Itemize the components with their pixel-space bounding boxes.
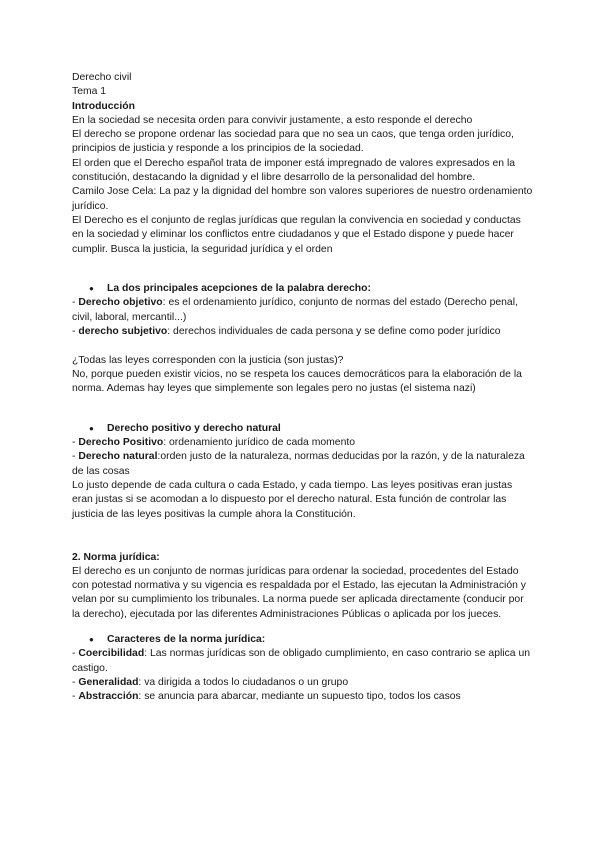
item-text: : derechos individuales de cada persona y se define como poder jurídico: [167, 326, 501, 338]
intro-paragraph-2: El derecho se propone ordenar las sociedad para que no sea un caos, que tenga orden jurídico, principios de justicia y responde a los principios de la sociedad.: [72, 129, 514, 155]
item-term: Coercibilidad: [78, 648, 145, 660]
section3-item-2: [72, 676, 534, 690]
item-term: Abstracción: [78, 691, 139, 703]
section3-item-1: [72, 647, 534, 676]
bullet-dot-icon: ●: [89, 423, 94, 433]
item-term: Derecho natural: [78, 451, 158, 463]
dash: -: [72, 297, 79, 309]
section3-paragraph: El derecho es un conjunto de normas jurídicas para ordenar la sociedad, procedentes del Estado con potestad normativa y su vigencia es respaldada por el Estado, las ejecutan la Administración y velan por su cumplimiento los tribunales. La norma puede ser aplicada directamente (conducir por la derecho), ejecutada por las diferentes Administraciones Públicas o aplicada por los jueces.: [72, 565, 526, 620]
document-page: [72, 71, 534, 704]
item-text: : ordenamiento jurídico de cada momento: [163, 437, 356, 449]
section1-bullet: [72, 282, 534, 296]
item-text: : va dirigida a todos lo ciudadanos o un grupo: [138, 676, 349, 688]
section2-item-2: [72, 450, 534, 479]
subject-line: Derecho civil: [72, 72, 132, 83]
section3-bullet: [72, 633, 534, 647]
bullet-dot-icon: ●: [89, 284, 94, 294]
dash: -: [72, 326, 79, 338]
dash: -: [72, 437, 79, 449]
topic-line: Tema 1: [72, 86, 107, 98]
section2-paragraph: Lo justo depende de cada cultura o cada Estado, y cada tiempo. Las leyes positivas eran justas eran justas si se acomodan a lo dispuesto por el derecho natural. Esta función de controlar las justicia de las leyes positivas la cumple ahora la Constitución.: [72, 480, 513, 520]
dash: -: [72, 648, 79, 660]
section1-bullet-label: La dos principales acepciones de la palabra derecho:: [107, 283, 371, 295]
item-term: derecho subjetivo: [78, 326, 168, 338]
item-term: Derecho Positivo: [78, 437, 164, 449]
item-term: Generalidad: [78, 676, 139, 688]
section1-answer: No, porque pueden existir vicios, no se respeta los cauces democráticos para la elaboración de la norma. Ademas hay leyes que simplemente son legales pero no justas (el sistema nazi): [72, 368, 522, 395]
bullet-dot-icon: ●: [89, 634, 94, 644]
intro-paragraph-4: Camilo Jose Cela: La paz y la dignidad del hombre son valores superiores de nuestro ordenamiento jurídico.: [72, 186, 533, 212]
section1-item-1: [72, 296, 534, 325]
item-text: :orden justo de la naturaleza, normas deducidas por la razón, y de la naturaleza de las cosas: [72, 451, 525, 477]
item-term: Derecho objetivo: [78, 297, 163, 309]
intro-paragraph-1: En la sociedad se necesita orden para convivir justamente, a esto responde el derecho: [72, 114, 473, 126]
section1-item-2: [72, 325, 534, 339]
dash: -: [72, 676, 79, 688]
section1-question: ¿Todas las leyes corresponden con la justicia (son justas)?: [72, 354, 344, 366]
section3-bullet-label: Caracteres de la norma jurídica:: [107, 633, 266, 645]
section2-bullet: [72, 422, 534, 436]
item-text: : es el ordenamiento jurídico, conjunto de normas del estado (Derecho penal, civil, laboral, mercantil...): [72, 297, 518, 323]
intro-paragraph-5: El Derecho es el conjunto de reglas jurídicas que regulan la convivencia en sociedad y conductas en la sociedad y eliminar los conflictos entre ciudadanos y que el Estado dispone y puede hacer cumplir. Busca la justicia, la seguridad jurídica y el orden: [72, 214, 521, 255]
intro-paragraph-3: El orden que el Derecho español trata de imponer está impregnado de valores expresados en la constitución, destacando la dignidad y el libre desarrollo de la personalidad del hombre.: [72, 157, 516, 184]
intro-heading: Introducción: [72, 100, 135, 112]
section2-bullet-label: Derecho positivo y derecho natural: [107, 422, 281, 434]
item-text: : Las normas jurídicas son de obligado cumplimiento, en caso contrario se aplica un castigo.: [72, 648, 531, 674]
item-text: : se anuncia para abarcar, mediante un supuesto tipo, todos los casos: [138, 691, 461, 703]
section3-item-3: [72, 690, 534, 704]
section3-heading: 2. Norma jurídica:: [72, 551, 160, 563]
dash: -: [72, 691, 79, 703]
section2-item-1: [72, 436, 534, 450]
dash: -: [72, 451, 79, 463]
